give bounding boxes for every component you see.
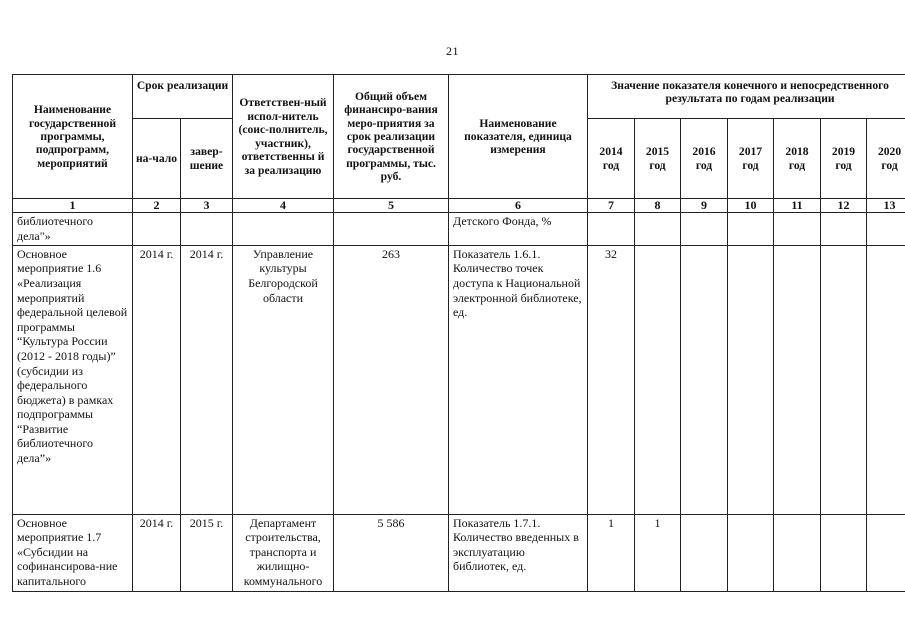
value-2017-cell: [728, 514, 774, 591]
value-2018-cell: [774, 514, 821, 591]
column-number: 10: [728, 199, 774, 213]
column-number: 1: [13, 199, 133, 213]
header-indicator: Наименование показателя, единица измерения: [449, 75, 588, 199]
value-2017-cell: [728, 245, 774, 514]
header-term: Срок реализации: [133, 75, 233, 119]
value-2019-cell: [821, 245, 867, 514]
header-year-2014: 2014 год: [588, 119, 635, 199]
end-cell: [181, 213, 233, 245]
value-2014-cell: 1: [588, 514, 635, 591]
indicator-cell: Показатель 1.6.1. Количество точек доступа к Национальной электронной библиотеке, ед.: [449, 245, 588, 514]
column-number: 13: [867, 199, 905, 213]
column-number: 11: [774, 199, 821, 213]
start-cell: 2014 г.: [133, 514, 181, 591]
value-2015-cell: [635, 213, 681, 245]
column-number: 8: [635, 199, 681, 213]
value-2015-cell: 1: [635, 514, 681, 591]
financing-cell: 5 586: [334, 514, 449, 591]
table-row: [13, 514, 905, 591]
program-name-cell: Основное мероприятие 1.7 «Субсидии на софинансирова-ние капитального: [13, 514, 133, 591]
column-number: 9: [681, 199, 728, 213]
value-2020-cell: [867, 245, 905, 514]
column-number: 5: [334, 199, 449, 213]
header-year-2016: 2016 год: [681, 119, 728, 199]
page-number: 21: [446, 44, 459, 58]
header-year-2015: 2015 год: [635, 119, 681, 199]
table-row: [13, 245, 905, 514]
indicator-cell: Детского Фонда, %: [449, 213, 588, 245]
header-year-2017: 2017 год: [728, 119, 774, 199]
table-row: [13, 213, 905, 245]
header-responsible: Ответствен-ный испол-нитель (соис-полнитель, участник), ответственны й за реализацию: [233, 75, 334, 199]
column-number: 6: [449, 199, 588, 213]
value-2019-cell: [821, 213, 867, 245]
value-2016-cell: [681, 245, 728, 514]
value-2020-cell: [867, 213, 905, 245]
column-number: 7: [588, 199, 635, 213]
header-start: на-чало: [133, 119, 181, 199]
column-number: 3: [181, 199, 233, 213]
value-2019-cell: [821, 514, 867, 591]
header-financing: Общий объем финансиро-вания меро-приятия за срок реализации государственной программы, тыс. руб.: [334, 75, 449, 199]
value-2015-cell: [635, 245, 681, 514]
end-cell: 2015 г.: [181, 514, 233, 591]
header-values: Значение показателя конечного и непосредственного результата по годам реализации: [588, 75, 905, 119]
header-row-top: [13, 75, 905, 119]
program-name-cell: Основное мероприятие 1.6 «Реализация мероприятий федеральной целевой программы “Культура России (2012 - 2018 годы)” (субсидии из федерального бюджета) в рамках подпрограммы “Развитие библиотечного дела”»: [13, 245, 133, 514]
financing-cell: [334, 213, 449, 245]
column-number: 12: [821, 199, 867, 213]
value-2014-cell: [588, 213, 635, 245]
program-table: [12, 74, 905, 592]
responsible-cell: [233, 213, 334, 245]
column-number-row: [13, 199, 905, 213]
financing-cell: 263: [334, 245, 449, 514]
value-2018-cell: [774, 213, 821, 245]
responsible-cell: Департамент строительства, транспорта и жилищно-коммунального: [233, 514, 334, 591]
indicator-cell: Показатель 1.7.1. Количество введенных в эксплуатацию библиотек, ед.: [449, 514, 588, 591]
header-year-2019: 2019 год: [821, 119, 867, 199]
value-2016-cell: [681, 514, 728, 591]
responsible-cell: Управление культуры Белгородской области: [233, 245, 334, 514]
value-2017-cell: [728, 213, 774, 245]
header-end: завер-шение: [181, 119, 233, 199]
program-name-cell: библиотечного дела"»: [13, 213, 133, 245]
column-number: 4: [233, 199, 334, 213]
value-2014-cell: 32: [588, 245, 635, 514]
column-number: 2: [133, 199, 181, 213]
header-program-name: Наименование государственной программы, подпрограмм, мероприятий: [13, 75, 133, 199]
start-cell: [133, 213, 181, 245]
end-cell: 2014 г.: [181, 245, 233, 514]
header-year-2020: 2020 год: [867, 119, 905, 199]
value-2020-cell: [867, 514, 905, 591]
header-year-2018: 2018 год: [774, 119, 821, 199]
start-cell: 2014 г.: [133, 245, 181, 514]
value-2016-cell: [681, 213, 728, 245]
value-2018-cell: [774, 245, 821, 514]
